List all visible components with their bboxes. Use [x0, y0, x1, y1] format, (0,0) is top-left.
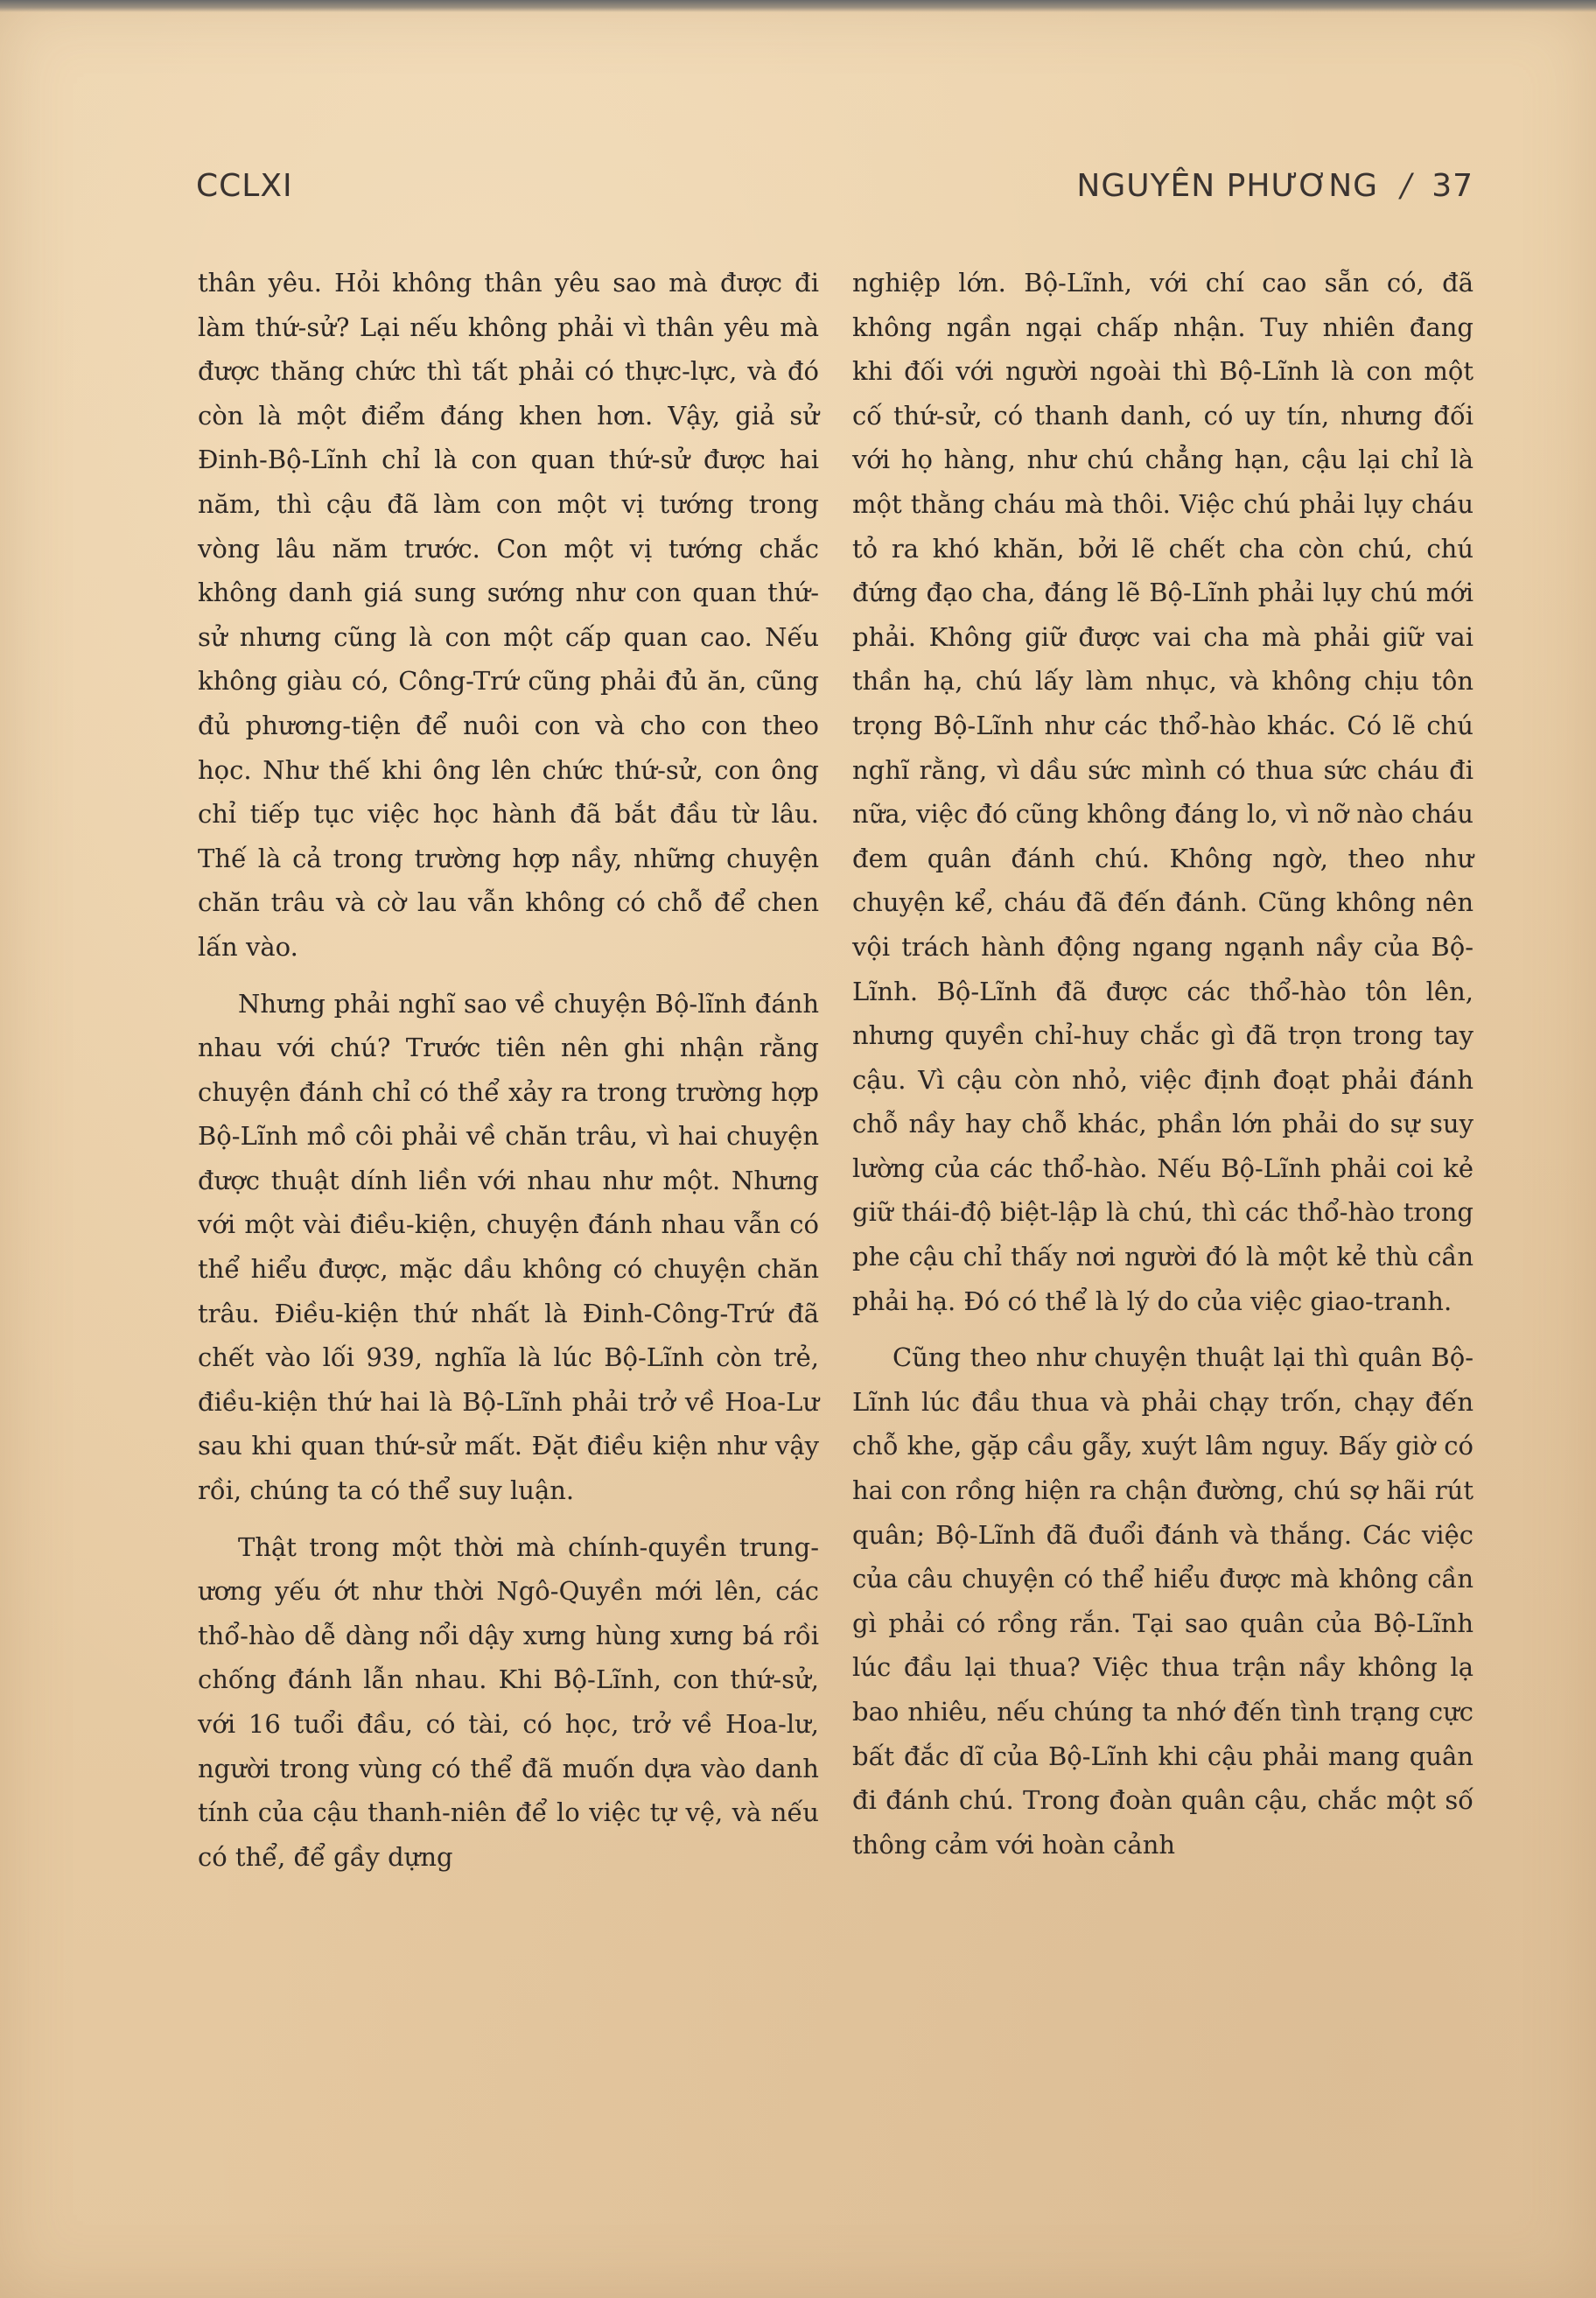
- left-paragraph-3: Thật trong một thời mà chính-quyền trung-ương yếu ớt như thời Ngô-Quyền mới lên, các thổ-hào dễ dàng nổi dậy xưng hùng xưng bá rồi chống đánh lẫn nhau. Khi Bộ-Lĩnh, con thứ-sử, với 16 tuổi đầu, có tài, có học, trở về Hoa-lư, người trong vùng có thể đã muốn dựa vào danh tính của cậu thanh-niên để lo việc tự vệ, và nếu có thể, để gầy dựng: [198, 1531, 819, 1872]
- right-paragraph-2: Cũng theo như chuyện thuật lại thì quân Bộ-Lĩnh lúc đầu thua và phải chạy trốn, chạy đến chỗ khe, gặp cầu gẫy, xuýt lâm nguy. Bấy giờ có hai con rồng hiện ra chận đường, chú sợ hãi rút quân; Bộ-Lĩnh đã đuổi đánh và thắng. Các việc của câu chuyện có thể hiểu được mà không cần gì phải có rồng rắn. Tại sao quân của Bộ-Lĩnh lúc đầu lại thua? Việc thua trận nầy không lạ bao nhiêu, nếu chúng ta nhớ đến tình trạng cực bất đắc dĩ của Bộ-Lĩnh khi cậu phải mang quân đi đánh chú. Trong đoàn quân cậu, chắc một số thông cảm với hoàn cảnh: [852, 1342, 1474, 1860]
- right-paragraph-1: nghiệp lớn. Bộ-Lĩnh, với chí cao sẵn có, đã không ngần ngại chấp nhận. Tuy nhiên đang khi đối với người ngoài thì Bộ-Lĩnh là con một cố thứ-sử, có thanh danh, có uy tín, nhưng đối với họ hàng, như chú chẳng hạn, cậu lại chỉ là một thằng cháu mà thôi. Việc chú phải lụy cháu tỏ ra khó khăn, bởi lẽ chết cha còn chú, chú đứng đạo cha, đáng lẽ Bộ-Lĩnh phải lụy chú mới phải. Không giữ được vai cha mà phải giữ vai thần hạ, chú lấy làm nhục, và không chịu tôn trọng Bộ-Lĩnh như các thổ-hào khác. Có lẽ chú nghĩ rằng, vì dầu sức mình có thua sức cháu đi nữa, việc đó cũng không đáng lo, vì nỡ nào cháu đem quân đánh chú. Không ngờ, theo như chuyện kể, cháu đã đến đánh. Cũng không nên vội trách hành động ngang ngạnh nầy của Bộ-Lĩnh. Bộ-Lĩnh đã được các thổ-hào tôn lên, nhưng quyền chỉ-huy chắc gì đã trọn trong tay cậu. Vì cậu còn nhỏ, việc định đoạt phải đánh chỗ nầy hay chỗ khác, phần lớn phải do sự suy lường của các thổ-hào. Nếu Bộ-Lĩnh phải coi kẻ giữ thái-độ biệt-lập là chú, thì các thổ-hào trong phe cậu chỉ thấy nơi người đó là một kẻ thù cần phải hạ. Đó có thể là lý do của việc giao-tranh.: [852, 268, 1474, 1316]
- chapter-roman-numeral: CCLXI: [196, 168, 293, 204]
- header-right: [1076, 168, 1474, 204]
- left-paragraph-2: Nhưng phải nghĩ sao về chuyện Bộ-lĩnh đánh nhau với chú? Trước tiên nên ghi nhận rằng chuyện đánh chỉ có thể xảy ra trong trường hợp Bộ-Lĩnh mồ côi phải về chăn trâu, vì hai chuyện được thuật dính liền với nhau như một. Nhưng với một vài điều-kiện, chuyện đánh nhau vẫn có thể hiểu được, mặc dầu không có chuyện chăn trâu. Điều-kiện thứ nhất là Đinh-Công-Trứ đã chết vào lối 939, nghĩa là lúc Bộ-Lĩnh còn trẻ, điều-kiện thứ hai là Bộ-Lĩnh phải trở về Hoa-Lư sau khi quan thứ-sử mất. Đặt điều kiện như vậy rồi, chúng ta có thể suy luận.: [198, 988, 819, 1506]
- author-name: NGUYÊN PHƯƠNG: [1076, 168, 1379, 204]
- left-paragraph-1: thân yêu. Hỏi không thân yêu sao mà được đi làm thứ-sử? Lại nếu không phải vì thân yêu mà được thăng chức thì tất phải có thực-lực, và đó còn là một điểm đáng khen hơn. Vậy, giả sử Đinh-Bộ-Lĩnh chỉ là con quan thứ-sử được hai năm, thì cậu đã làm con một vị tướng trong vòng lâu năm trước. Con một vị tướng chắc không danh giá sung sướng như con quan thứ-sử nhưng cũng là con một cấp quan cao. Nếu không giàu có, Công-Trứ cũng phải đủ ăn, cũng đủ phương-tiện để nuôi con và cho con theo học. Như thế khi ông lên chức thứ-sử, con ông chỉ tiếp tục việc học hành đã bắt đầu từ lâu. Thế là cả trong trường hợp nầy, những chuyện chăn trâu và cờ lau vẫn không có chỗ để chen lấn vào.: [198, 268, 819, 962]
- page-number: 37: [1432, 168, 1474, 204]
- page-top-edge: [0, 0, 1596, 12]
- header-separator: /: [1401, 168, 1413, 204]
- right-column: [852, 261, 1474, 1879]
- running-header: [196, 168, 1474, 217]
- left-column: [198, 261, 819, 1891]
